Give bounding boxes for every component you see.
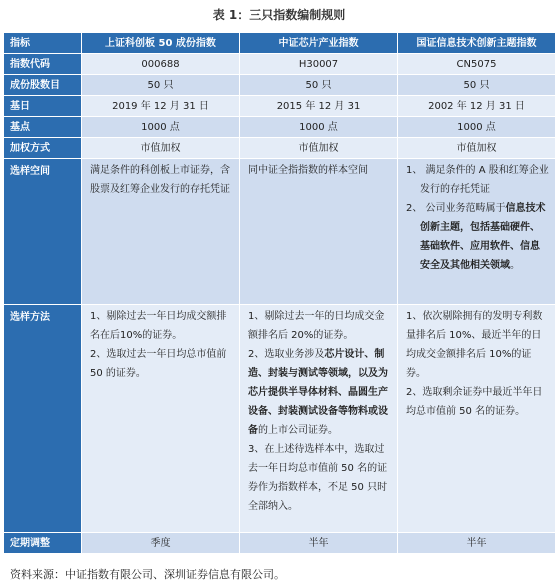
row-label: 加权方式 [4, 138, 82, 159]
cell-text: 2、选取剩余证券中最近半年日均总市值前 50 名的证券。 [406, 387, 543, 417]
source-note: 资料来源：中证指数有限公司、深圳证券信息有限公司。 [10, 568, 285, 581]
table-row [4, 533, 556, 554]
table-row [4, 305, 556, 533]
row-label: 基点 [4, 117, 82, 138]
cell-text [248, 345, 391, 440]
table-cell: 2019 年 12 月 31 日 [82, 96, 240, 117]
table-row [4, 117, 556, 138]
table-cell: 1000 点 [398, 117, 556, 138]
header-row [4, 33, 556, 54]
table-cell [240, 159, 398, 305]
table-row [4, 96, 556, 117]
table-cell: 2015 年 12 月 31 [240, 96, 398, 117]
table-cell: 50 只 [398, 75, 556, 96]
table-cell: 000688 [82, 54, 240, 75]
table-cell [82, 159, 240, 305]
cell-text: 同中证全指指数的样本空间 [248, 165, 368, 176]
cell-text: 1、剔除过去一年的日均成交金额排名后 20%的证券。 [248, 311, 385, 341]
cell-text: 3、在上述待选样本中，选取过去一年日均总市值前 50 名的证券作为指数样本，不足 50 只时全部纳入。 [248, 444, 388, 512]
row-label: 基日 [4, 96, 82, 117]
table-cell: 半年 [398, 533, 556, 554]
table-cell: 半年 [240, 533, 398, 554]
table-cell: 市值加权 [398, 138, 556, 159]
table-cell: 2002 年 12 月 31 日 [398, 96, 556, 117]
table-cell: 1000 点 [240, 117, 398, 138]
row-label: 成份股数目 [4, 75, 82, 96]
cell-text: 满足条件的科创板上市证券，含股票及红筹企业发行的存托凭证 [90, 165, 230, 195]
table-cell [82, 305, 240, 533]
cell-text-bold: 芯片设计、制造、封装与测试等领域，以及为芯片提供半导体材料、晶圆生产设备、封装测试设备等物料或设备 [248, 349, 388, 436]
row-label: 定期调整 [4, 533, 82, 554]
table-cell: 50 只 [240, 75, 398, 96]
row-label: 选样空间 [4, 159, 82, 305]
row-label: 选样方法 [4, 305, 82, 533]
cell-text: 1、剔除过去一年日均成交额排名在后10%的证券。 [90, 311, 227, 341]
cell-text: 1、依次剔除拥有的发明专利数量排名后 10%、最近半年的日均成交金额排名后 10%的证券。 [406, 311, 543, 379]
header-indicator: 指标 [4, 33, 82, 54]
cell-text: 2、选取过去一年日均总市值前 50 的证券。 [90, 349, 227, 379]
table-cell [240, 305, 398, 533]
cell-text-bold: 信息技术创新主题，包括基础硬件、基础软件、应用软件、信息安全及其他相关领域 [420, 203, 546, 271]
header-index-2: 中证芯片产业指数 [240, 33, 398, 54]
table-row [4, 54, 556, 75]
table-cell: 50 只 [82, 75, 240, 96]
cell-text-part: 的上市公司证券。 [258, 425, 338, 436]
table-cell [398, 159, 556, 305]
header-index-3: 国证信息技术创新主题指数 [398, 33, 556, 54]
cell-text-part: 2、选取业务涉及 [248, 349, 325, 360]
table-cell: 1000 点 [82, 117, 240, 138]
index-rules-table [3, 32, 556, 554]
table-cell: H30007 [240, 54, 398, 75]
cell-text: 1、 满足条件的 A 股和红筹企业发行的存托凭证 [406, 165, 549, 195]
table-cell: 市值加权 [240, 138, 398, 159]
table-cell: 市值加权 [82, 138, 240, 159]
cell-text-part: 。 [510, 260, 520, 271]
cell-text [406, 199, 549, 275]
table-caption: 表 1：三只指数编制规则 [212, 8, 346, 22]
table-cell: 季度 [82, 533, 240, 554]
table-row [4, 75, 556, 96]
table-cell: CN5075 [398, 54, 556, 75]
cell-text-part: 2、 公司业务范畴属于 [406, 203, 506, 214]
table-cell [398, 305, 556, 533]
header-index-1: 上证科创板 50 成份指数 [82, 33, 240, 54]
row-label: 指数代码 [4, 54, 82, 75]
table-row [4, 138, 556, 159]
table-row [4, 159, 556, 305]
